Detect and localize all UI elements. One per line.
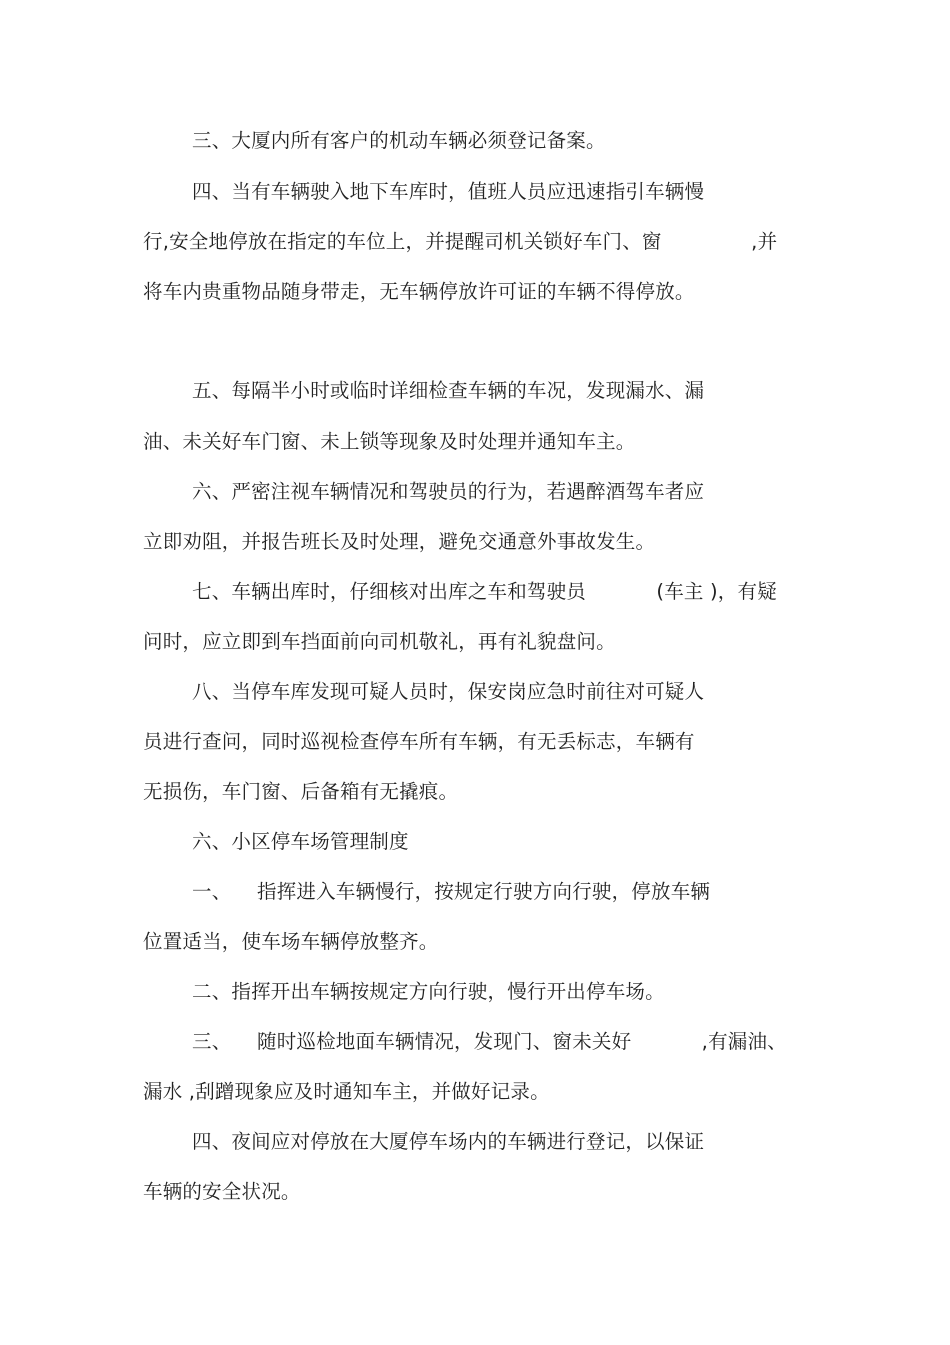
paragraph-line: 四、当有车辆驶入地下车库时，值班人员应迅速指引车辆慢 [192,180,705,203]
paragraph-line: 八、当停车库发现可疑人员时，保安岗应急时前往对可疑人 [192,680,705,703]
paragraph-line: 六、严密注视车辆情况和驾驶员的行为，若遇醉酒驾车者应 [192,480,705,503]
paragraph-line: 漏水 ,刮蹭现象应及时通知车主，并做好记录。 [143,1080,550,1103]
paragraph-line: 将车内贵重物品随身带走，无车辆停放许可证的车辆不得停放。 [143,280,695,303]
paragraph-line: 位置适当，使车场车辆停放整齐。 [143,930,439,953]
paragraph-line: 无损伤，车门窗、后备箱有无撬痕。 [143,780,459,803]
paragraph-line: 五、每隔半小时或临时详细检查车辆的车况，发现漏水、漏 [192,379,705,402]
paragraph-line: 四、夜间应对停放在大厦停车场内的车辆进行登记，以保证 [192,1130,705,1153]
paragraph-line: 七、车辆出库时，仔细核对出库之车和驾驶员 (车主 )，有疑 [192,580,777,603]
paragraph-line: 油、未关好车门窗、未上锁等现象及时处理并通知车主。 [143,430,636,453]
paragraph-line: 三、 随时巡检地面车辆情况，发现门、窗未关好 ,有漏油、 [192,1030,787,1053]
paragraph-line: 立即劝阻，并报告班长及时处理，避免交通意外事故发生。 [143,530,656,553]
paragraph-line: 行,安全地停放在指定的车位上，并提醒司机关锁好车门、窗 ,并 [143,230,778,253]
paragraph-line: 车辆的安全状况。 [143,1180,301,1203]
section-heading: 六、小区停车场管理制度 [192,830,409,853]
paragraph-line: 问时，应立即到车挡面前向司机敬礼，再有礼貌盘问。 [143,630,616,653]
paragraph-line: 一、 指挥进入车辆慢行，按规定行驶方向行驶，停放车辆 [192,880,711,903]
paragraph-line: 三、大厦内所有客户的机动车辆必须登记备案。 [192,129,606,152]
paragraph-line: 二、指挥开出车辆按规定方向行驶，慢行开出停车场。 [192,980,665,1003]
paragraph-line: 员进行查问，同时巡视检查停车所有车辆，有无丢标志，车辆有 [143,730,695,753]
